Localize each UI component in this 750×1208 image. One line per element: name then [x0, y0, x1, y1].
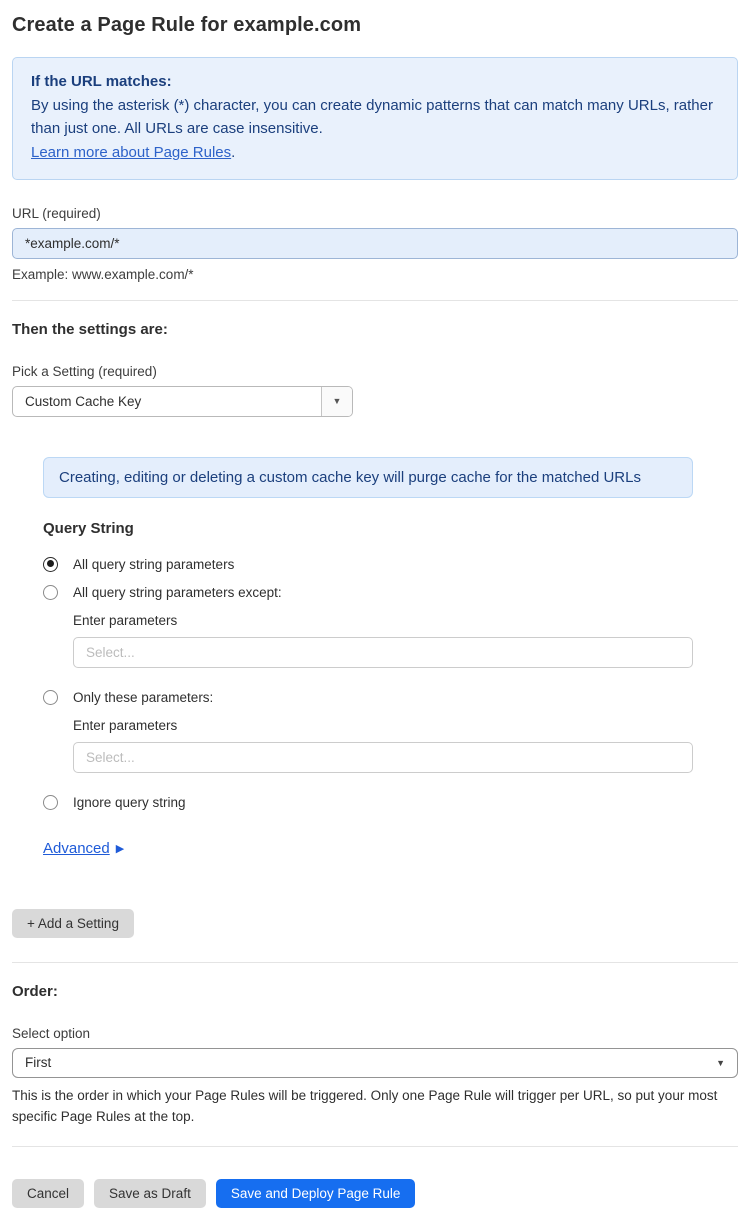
page-rule-form: [0, 14, 750, 1208]
divider: [12, 962, 738, 963]
cancel-button[interactable]: Cancel: [12, 1179, 84, 1208]
page-title: Create a Page Rule for example.com: [12, 14, 362, 36]
radio-only-these-params[interactable]: [43, 690, 738, 705]
save-and-deploy-button[interactable]: Save and Deploy Page Rule: [216, 1179, 416, 1208]
order-select[interactable]: [12, 1048, 738, 1078]
info-box-heading: If the URL matches:: [31, 73, 172, 90]
chevron-down-icon: ▼: [716, 1057, 725, 1068]
radio-button-icon[interactable]: [43, 690, 58, 705]
radio-all-query-params[interactable]: [43, 557, 738, 572]
divider: [12, 1146, 738, 1147]
radio-button-icon[interactable]: [43, 557, 58, 572]
settings-section-heading: Then the settings are:: [12, 320, 168, 338]
advanced-link[interactable]: Advanced: [43, 839, 110, 857]
info-box-body: By using the asterisk (*) character, you can create dynamic patterns that can match many URLs, rather than just one. All URLs are case insensitive.: [31, 96, 713, 138]
radio-label: Ignore query string: [73, 794, 186, 810]
query-string-heading: Query String: [43, 519, 134, 537]
pick-setting-label: Pick a Setting (required): [12, 363, 157, 379]
footer-actions: [12, 1167, 738, 1208]
url-example-text: Example: www.example.com/*: [12, 266, 194, 282]
query-string-section: [43, 520, 738, 810]
radio-button-icon[interactable]: [43, 795, 58, 810]
order-select-value: First: [25, 1055, 52, 1071]
enter-parameters-label: Enter parameters: [73, 717, 178, 733]
learn-more-link[interactable]: Learn more about Page Rules: [31, 144, 232, 162]
setting-dropdown-value: Custom Cache Key: [25, 393, 142, 409]
setting-dropdown-arrow-button[interactable]: [321, 387, 352, 416]
radio-ignore-query-string[interactable]: [43, 795, 738, 810]
radio-all-params-except[interactable]: [43, 585, 738, 600]
order-select-label: Select option: [12, 1025, 91, 1041]
radio-label: All query string parameters: [73, 556, 235, 572]
add-setting-row: [12, 909, 738, 938]
chevron-down-icon: ▼: [332, 396, 342, 407]
except-params-field: [73, 613, 693, 668]
order-heading: Order:: [12, 982, 58, 1000]
enter-parameters-label: Enter parameters: [73, 612, 178, 628]
url-field-label: URL (required): [12, 205, 101, 221]
cache-purge-notice: Creating, editing or deleting a custom cache key will purge cache for the matched URLs: [43, 457, 693, 498]
radio-label: All query string parameters except:: [73, 584, 282, 600]
advanced-toggle[interactable]: [43, 840, 738, 857]
info-box-link-row: [31, 141, 719, 165]
radio-button-icon[interactable]: [43, 585, 58, 600]
only-params-input[interactable]: [73, 742, 693, 773]
link-period: .: [231, 144, 236, 162]
radio-label: Only these parameters:: [73, 689, 214, 705]
chevron-right-icon: ▶: [115, 842, 125, 855]
only-params-field: [73, 718, 693, 773]
save-as-draft-button[interactable]: Save as Draft: [94, 1179, 206, 1208]
except-params-input[interactable]: [73, 637, 693, 668]
setting-dropdown[interactable]: [12, 386, 353, 417]
add-setting-button[interactable]: + Add a Setting: [12, 909, 134, 938]
order-help-text: This is the order in which your Page Rules will be triggered. Only one Page Rule will trigger per URL, so put your most specific Page Rules at the top.: [12, 1087, 718, 1124]
url-input[interactable]: [12, 228, 738, 259]
url-match-info-box: [12, 57, 738, 180]
divider: [12, 300, 738, 301]
